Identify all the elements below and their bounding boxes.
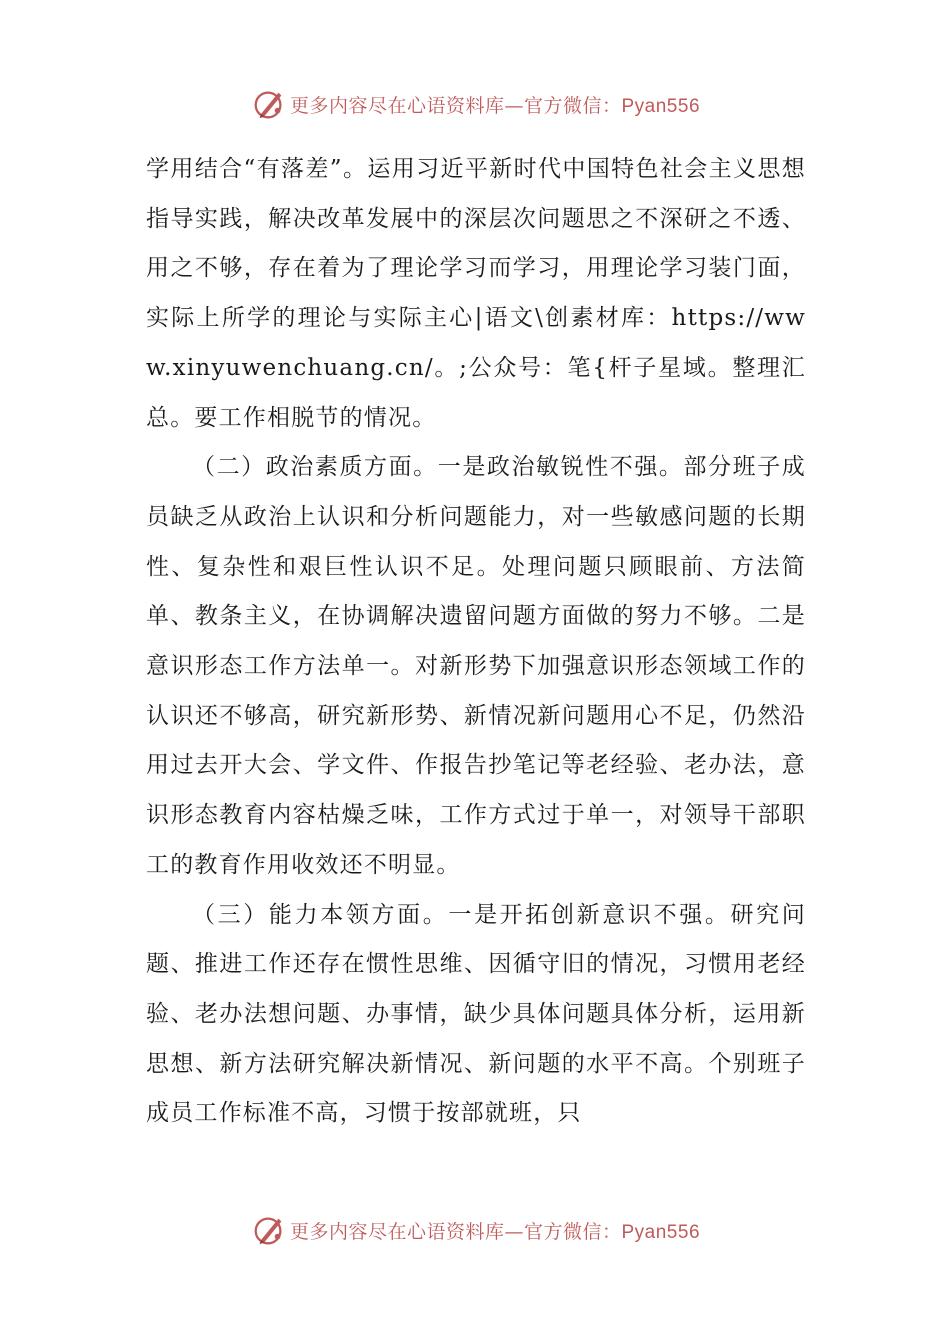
header-contact-label: 官方微信：: [523, 94, 622, 117]
footer-banner: [0, 1210, 950, 1250]
pen-logo-icon: [250, 1211, 288, 1249]
footer-dash: —: [504, 1220, 524, 1243]
footer-contact-id: Pyan556: [621, 1221, 701, 1243]
header-banner: [0, 84, 950, 124]
paragraph-3: （三）能力本领方面。一是开拓创新意识不强。研究问题、推进工作还存在惯性思维、因循守旧的情况，习惯用老经验、老办法想问题、办事情，缺少具体问题具体分析，运用新思想、新方法研究解决新情况、新问题的水平不高。个别班子成员工作标准不高，习惯于按部就班，只: [146, 901, 806, 1127]
document-body: [146, 145, 806, 1139]
footer-contact-label: 官方微信：: [523, 1220, 622, 1243]
header-dash: —: [504, 94, 524, 117]
header-brand: 更多内容尽在心语资料库: [289, 94, 505, 117]
footer-brand: 更多内容尽在心语资料库: [289, 1220, 505, 1243]
header-text: [290, 91, 700, 118]
pen-logo-icon: [250, 85, 288, 123]
paragraph-2: （二）政治素质方面。一是政治敏锐性不强。部分班子成员缺乏从政治上认识和分析问题能力，对一些敏感问题的长期性、复杂性和艰巨性认识不足。处理问题只顾眼前、方法简单、教条主义，在协调解决遗留问题方面做的努力不够。二是意识形态工作方法单一。对新形势下加强意识形态领域工作的认识还不够高，研究新形势、新情况新问题用心不足，仍然沿用过去开大会、学文件、作报告抄笔记等老经验、老办法，意识形态教育内容枯燥乏味，工作方式过于单一，对领导干部职工的教育作用收效还不明显。: [146, 454, 806, 878]
footer-text: [290, 1217, 700, 1244]
header-contact-id: Pyan556: [621, 95, 701, 117]
paragraph-1: 学用结合“有落差”。运用习近平新时代中国特色社会主义思想指导实践，解决改革发展中的深层次问题思之不深研之不透、用之不够，存在着为了理论学习而学习，用理论学习装门面，实际上所学的理论与实际主心|语文\创素材库：https://www.xinyuwenchuang.cn/。;公众号：笔{杆子星域。整理汇总。要工作相脱节的情况。: [146, 156, 806, 431]
